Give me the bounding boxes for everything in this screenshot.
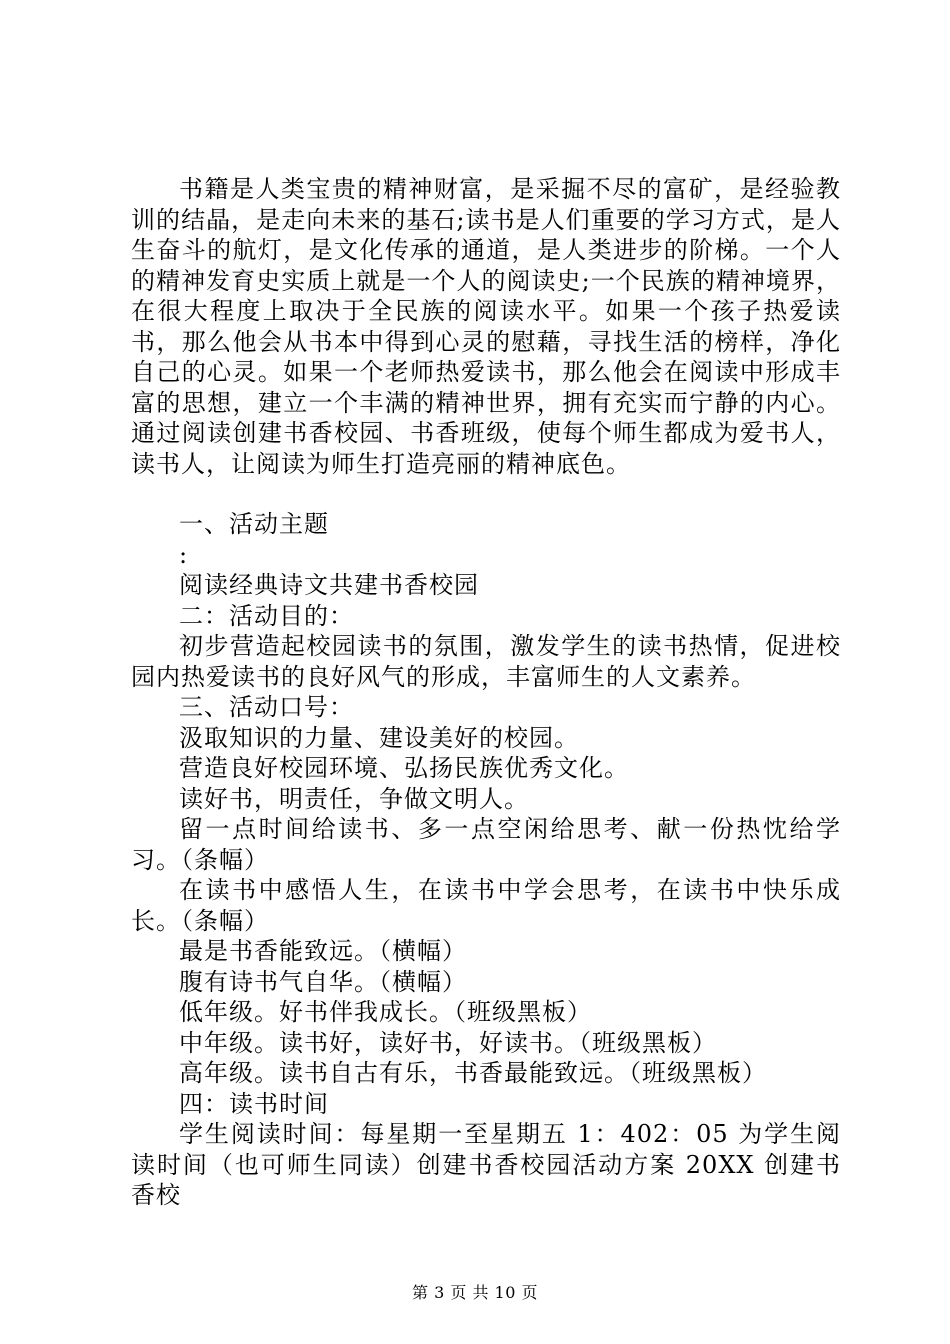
slogan-item: 营造良好校园环境、弘扬民族优秀文化。 <box>179 754 629 782</box>
paragraph-gap <box>131 479 841 509</box>
section-heading-reading-time: 四：读书时间 <box>179 1089 329 1118</box>
slogan-item: 最是书香能致远。（横幅） <box>179 937 467 965</box>
purpose-paragraph: 初步营造起校园读书的氛围，激发学生的读书热情，促进校园内热爱读书的良好风气的形成，丰富师生的人文素养。 <box>131 632 841 691</box>
reading-time-paragraph: 学生阅读时间：每星期一至星期五 1：402：05 为学生阅读时间（也可师生同读）创建书香校园活动方案 20XX 创建书香校 <box>131 1120 841 1209</box>
theme-colon: : <box>179 540 189 569</box>
section-heading-purpose: 二：活动目的： <box>179 601 354 630</box>
slogan-item: 低年级。好书伴我成长。（班级黑板） <box>179 998 592 1026</box>
slogan-item: 高年级。读书自古有乐，书香最能致远。（班级黑板） <box>179 1059 767 1087</box>
theme-text: 阅读经典诗文共建书香校园 <box>179 571 479 599</box>
document-body <box>131 174 841 1211</box>
slogan-item: 汲取知识的力量、建设美好的校园。 <box>179 723 579 752</box>
slogan-item: 留一点时间给读书、多一点空闲给思考、献一份热忱给学习。（条幅） <box>131 815 841 874</box>
section-heading-theme: 一、活动主题 <box>179 510 329 538</box>
slogan-item: 读好书，明责任，争做文明人。 <box>179 784 529 813</box>
page-footer: 第 3 页 共 10 页 <box>412 1283 538 1302</box>
slogan-item: 腹有诗书气自华。（横幅） <box>179 967 467 996</box>
slogan-item: 中年级。读书好，读好书，好读书。（班级黑板） <box>179 1028 717 1057</box>
section-heading-slogans: 三、活动口号： <box>179 693 354 721</box>
slogan-item: 在读书中感悟人生，在读书中学会思考，在读书中快乐成长。（条幅） <box>131 876 841 935</box>
intro-paragraph: 书籍是人类宝贵的精神财富，是采掘不尽的富矿，是经验教训的结晶，是走向未来的基石;读书是人们重要的学习方式，是人生奋斗的航灯，是文化传承的通道，是人类进步的阶梯。一个人的精神发育史实质上就是一个人的阅读史;一个民族的精神境界，在很大程度上取决于全民族的阅读水平。如果一个孩子热爱读书，那么他会从书本中得到心灵的慰藉，寻找生活的榜样，净化自己的心灵。如果一个老师热爱读书，那么他会在阅读中形成丰富的思想，建立一个丰满的精神世界，拥有充实而宁静的内心。通过阅读创建书香校园、书香班级，使每个师生都成为爱书人，读书人，让阅读为师生打造亮丽的精神底色。 <box>131 175 841 478</box>
